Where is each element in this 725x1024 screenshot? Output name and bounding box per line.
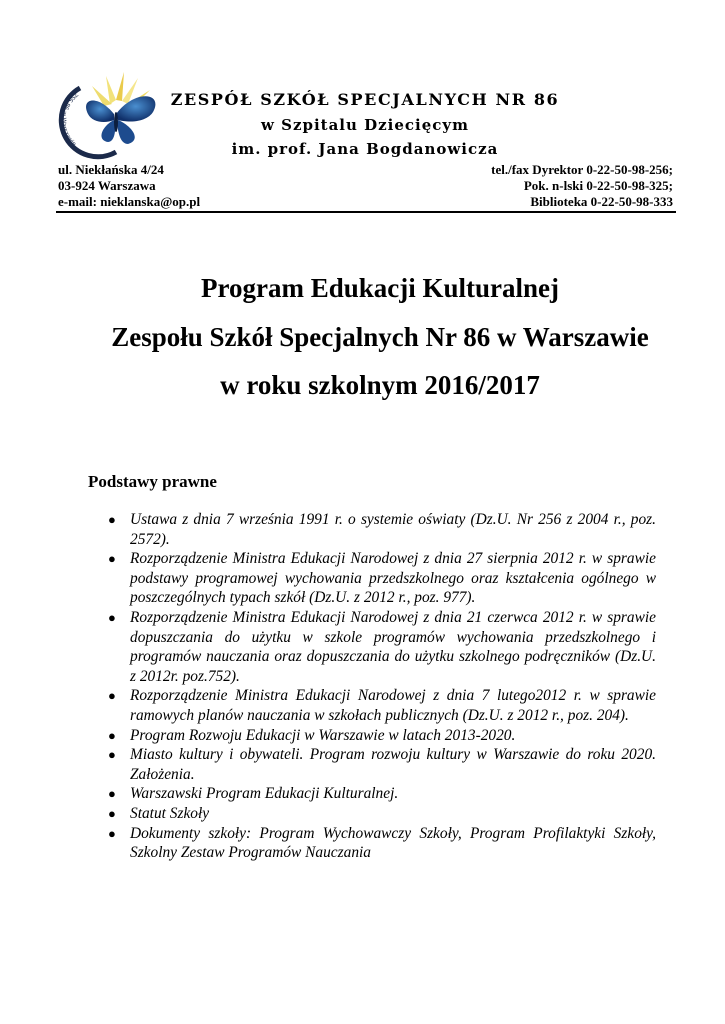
logo-arc-text: ZSS 86 w Warszawie	[59, 90, 80, 148]
phone-staff: Pok. n-lski 0-22-50-98-325;	[523, 178, 673, 193]
document-title-line-2: Zespołu Szkół Specjalnych Nr 86 w Warszawie	[111, 322, 649, 352]
list-item-text: Dokumenty szkoły: Program Wychowawczy Szkoły, Program Profilaktyki Szkoły, Szkolny Zestaw Programów Nauczania	[130, 824, 656, 862]
bullet-icon: ●	[108, 609, 116, 625]
list-item-text: Miasto kultury i obywateli. Program rozwoju kultury w Warszawie do roku 2020. Założenia.	[130, 746, 656, 783]
list-item	[106, 549, 656, 608]
butterfly-icon	[86, 96, 155, 144]
list-item	[106, 784, 656, 804]
bullet-icon: ●	[108, 688, 116, 704]
bullet-icon: ●	[108, 805, 116, 821]
phone-director: tel./fax Dyrektor 0-22-50-98-256;	[491, 162, 673, 177]
list-item	[106, 824, 656, 863]
address-city: 03-924 Warszawa	[58, 178, 156, 193]
bullet-icon: ●	[108, 551, 116, 567]
list-item	[106, 745, 656, 784]
school-name: ZESPÓŁ SZKÓŁ SPECJALNYCH NR 86	[170, 90, 560, 109]
address-street: ul. Niekłańska 4/24	[58, 162, 164, 177]
list-item-text: Rozporządzenie Ministra Edukacji Narodowej z dnia 7 lutego2012 r. w sprawie ramowych planów nauczania w szkołach publicznych (Dz.U. z 2012 r., poz. 204).	[130, 687, 656, 724]
list-item	[106, 804, 656, 824]
section-heading: Podstawy prawne	[88, 472, 217, 491]
list-item	[106, 726, 656, 746]
header-divider	[56, 211, 676, 213]
phone-library: Biblioteka 0-22-50-98-333	[530, 194, 673, 209]
bullet-icon: ●	[108, 747, 116, 763]
list-item	[106, 608, 656, 686]
list-item-text: Statut Szkoły	[130, 804, 210, 822]
list-item-text: Ustawa z dnia 7 września 1991 r. o systemie oświaty (Dz.U. Nr 256 z 2004 r., poz. 2572).	[130, 511, 656, 548]
address-block	[58, 162, 200, 210]
bullet-icon: ●	[108, 512, 116, 527]
school-subtitle: w Szpitalu Dziecięcym	[260, 116, 469, 134]
list-item-text: Program Rozwoju Edukacji w Warszawie w latach 2013-2020.	[130, 726, 516, 744]
list-item-text: Rozporządzenie Ministra Edukacji Narodowej z dnia 27 sierpnia 2012 r. w sprawie podstawy programowej wychowania przedszkolnego oraz kształcenia ogólnego w poszczególnych typach szkół (Dz.U. z 2012 r., poz. 977).	[130, 550, 656, 607]
bullet-icon: ●	[108, 727, 116, 743]
list-item-text: Warszawski Program Edukacji Kulturalnej.	[130, 785, 399, 803]
legal-basis-list	[106, 510, 656, 863]
school-patron: im. prof. Jana Bogdanowicza	[231, 140, 499, 158]
list-item	[106, 686, 656, 725]
bullet-icon: ●	[108, 825, 116, 841]
phone-block	[491, 162, 673, 210]
document-title-line-3: w roku szkolnym 2016/2017	[220, 370, 540, 400]
list-item	[106, 510, 656, 549]
document-title-line-1: Program Edukacji Kulturalnej	[200, 273, 559, 303]
list-item-text: Rozporządzenie Ministra Edukacji Narodowej z dnia 21 czerwca 2012 r. w sprawie dopuszczania do użytku w szkole programów wychowania przedszkolnego i programów nauczania oraz dopuszczania do użytku szkolnego podręczników (Dz.U. z 2012r. poz.752).	[130, 608, 656, 685]
bullet-icon: ●	[108, 786, 116, 802]
email-address: e-mail: nieklanska@op.pl	[58, 194, 201, 209]
